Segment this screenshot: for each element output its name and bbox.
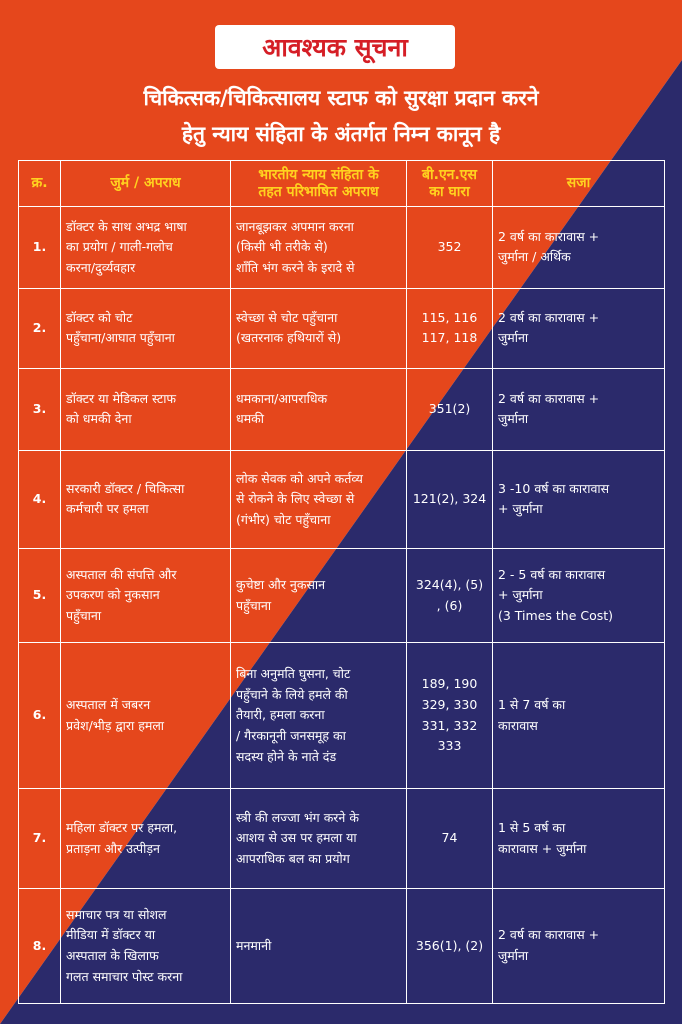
bns-section-cell xyxy=(407,889,493,1004)
table-header-row xyxy=(19,161,665,207)
bns-section-line: 115, 116 xyxy=(421,309,478,325)
table-row xyxy=(19,368,665,450)
defined-offence-line: पहुँचाना xyxy=(236,597,272,613)
defined-offence-line: कुचेष्टा और नुकसान xyxy=(236,577,326,593)
crime-cell xyxy=(61,549,231,643)
punishment-line: 2 वर्ष का कारावास + xyxy=(498,927,600,943)
defined-offence-line: मनमानी xyxy=(236,937,272,953)
defined-offence-line: से रोकने के लिए स्वेच्छा से xyxy=(236,491,355,507)
table-row xyxy=(19,549,665,643)
bns-section-cell xyxy=(407,288,493,368)
crime-cell xyxy=(61,889,231,1004)
crime-line: डॉक्टर या मेडिकल स्टाफ xyxy=(66,390,177,406)
defined-offence-line: स्त्री की लज्जा भंग करने के xyxy=(236,809,359,825)
crime-line: डॉक्टर के साथ अभद्र भाषा xyxy=(66,218,187,234)
defined-offence-cell xyxy=(231,788,407,888)
crime-line: को धमकी देना xyxy=(66,411,132,427)
punishment-line: 2 वर्ष का कारावास + xyxy=(498,309,600,325)
defined-offence-line: (खतरनाक हथियारों से) xyxy=(236,330,342,346)
punishment-cell xyxy=(493,788,665,888)
defined-offence-line: आपराधिक बल का प्रयोग xyxy=(236,850,350,866)
defined-offence-line: बिना अनुमति घुसना, चोट xyxy=(236,666,351,682)
defined-offence-line: शाँति भंग करने के इरादे से xyxy=(236,259,355,275)
crime-cell xyxy=(61,288,231,368)
punishment-line: जुर्माना xyxy=(498,948,529,964)
punishment-line: कारावास + जुर्माना xyxy=(498,840,587,856)
bns-section-line: 333 xyxy=(437,738,462,754)
table-row xyxy=(19,788,665,888)
bns-section-line: 331, 332 xyxy=(421,717,478,733)
crime-line: प्रवेश/भीड़ द्वारा हमला xyxy=(66,717,165,733)
bns-section-cell xyxy=(407,450,493,548)
table-row xyxy=(19,207,665,289)
bns-section-line: 351(2) xyxy=(428,401,471,416)
punishment-line: 3 -10 वर्ष का कारावास xyxy=(498,480,610,496)
defined-offence-line: सदस्य होने के नाते दंड xyxy=(236,748,337,764)
defined-offence-line: आशय से उस पर हमला या xyxy=(236,830,357,846)
defined-offence-line: जानबूझकर अपमान करना xyxy=(236,218,354,234)
crime-line: डॉक्टर को चोट xyxy=(66,309,133,325)
crime-line: महिला डॉक्टर पर हमला, xyxy=(66,819,178,835)
crime-line: गलत समाचार पोस्ट करना xyxy=(66,968,183,984)
bns-section-line: 329, 330 xyxy=(421,696,478,712)
crime-cell xyxy=(61,450,231,548)
table-row xyxy=(19,889,665,1004)
crime-line: अस्पताल की संपत्ति और xyxy=(66,566,177,582)
serial-cell: 6. xyxy=(19,643,61,788)
defined-offence-cell xyxy=(231,288,407,368)
crime-line: अस्पताल में जबरन xyxy=(66,696,151,712)
defined-offence-cell xyxy=(231,643,407,788)
bns-section-line: , (6) xyxy=(436,597,463,613)
bns-section-line: 324(4), (5) xyxy=(415,577,484,593)
crime-line: करना/दुर्व्यवहार xyxy=(66,259,136,275)
defined-offence-cell xyxy=(231,549,407,643)
table-row xyxy=(19,450,665,548)
serial-cell: 3. xyxy=(19,368,61,450)
page-title: आवश्यक सूचना xyxy=(262,33,408,62)
punishment-line: + जुर्माना xyxy=(498,501,543,517)
bns-section-cell xyxy=(407,549,493,643)
crime-line: प्रताड़ना और उत्पीड़न xyxy=(66,840,160,856)
defined-offence-line: पहुँचाने के लिये हमले की xyxy=(236,686,348,702)
punishment-cell xyxy=(493,368,665,450)
punishment-cell xyxy=(493,207,665,289)
defined-offence-line: / गैरकानूनी जनसमूह का xyxy=(236,727,346,743)
serial-cell: 1. xyxy=(19,207,61,289)
defined-offence-line: स्वेच्छा से चोट पहुँचाना xyxy=(236,309,338,325)
crime-cell xyxy=(61,207,231,289)
crime-cell xyxy=(61,368,231,450)
defined-offence-line: धमकाना/आपराधिक xyxy=(236,390,328,406)
punishment-line: जुर्माना xyxy=(498,330,529,346)
header-section-line: का घारा xyxy=(429,183,470,200)
serial-cell: 7. xyxy=(19,788,61,888)
punishment-line: (3 Times the Cost) xyxy=(498,608,614,624)
bns-section-line: 189, 190 xyxy=(421,676,478,692)
punishment-line: 1 से 5 वर्ष का xyxy=(498,819,566,835)
defined-offence-line: लोक सेवक को अपने कर्तव्य xyxy=(236,470,363,486)
crime-line: सरकारी डॉक्टर / चिकित्सा xyxy=(66,480,185,496)
laws-table xyxy=(18,160,665,1004)
header-serial: क्र. xyxy=(19,161,61,207)
defined-offence-cell xyxy=(231,889,407,1004)
punishment-cell xyxy=(493,549,665,643)
bns-section-line: 121(2), 324 xyxy=(412,491,487,507)
crime-line: मीडिया में डॉक्टर या xyxy=(66,927,156,943)
punishment-line: 1 से 7 वर्ष का xyxy=(498,696,566,712)
header-section-line: बी.एन.एस xyxy=(422,166,477,183)
bns-section-cell xyxy=(407,643,493,788)
serial-cell: 4. xyxy=(19,450,61,548)
heading-line-1: चिकित्सक/चिकित्सालय स्टाफ को सुरक्षा प्रदान करने xyxy=(143,86,539,110)
header-defined-line: भारतीय न्याय संहिता के xyxy=(258,166,379,183)
table-row xyxy=(19,643,665,788)
heading-line-2: हेतु न्याय संहिता के अंतर्गत निम्न कानून है xyxy=(181,122,501,146)
crime-line: उपकरण को नुकसान xyxy=(66,587,160,603)
punishment-line: जुर्माना / अर्थिक xyxy=(498,249,571,265)
bns-section-cell xyxy=(407,788,493,888)
serial-cell: 5. xyxy=(19,549,61,643)
header-defined-offence xyxy=(231,161,407,207)
crime-line: समाचार पत्र या सोशल xyxy=(66,906,167,922)
punishment-cell xyxy=(493,643,665,788)
bns-section-cell xyxy=(407,207,493,289)
header-bns-section xyxy=(407,161,493,207)
crime-cell xyxy=(61,788,231,888)
serial-cell: 2. xyxy=(19,288,61,368)
punishment-cell xyxy=(493,288,665,368)
crime-line: पहुँचाना xyxy=(66,608,102,624)
punishment-cell xyxy=(493,450,665,548)
punishment-line: 2 वर्ष का कारावास + xyxy=(498,228,600,244)
punishment-line: कारावास xyxy=(498,717,538,733)
crime-line: अस्पताल के खिलाफ xyxy=(66,948,159,964)
bns-section-line: 356(1), (2) xyxy=(415,937,484,953)
defined-offence-line: धमकी xyxy=(236,411,265,427)
crime-line: पहुँचाना/आघात पहुँचाना xyxy=(66,330,175,346)
header-punishment: सजा xyxy=(493,161,665,207)
defined-offence-line: (किसी भी तरीके से) xyxy=(236,239,328,255)
defined-offence-line: (गंभीर) चोट पहुँचाना xyxy=(236,511,331,527)
punishment-line: जुर्माना xyxy=(498,411,529,427)
serial-cell: 8. xyxy=(19,889,61,1004)
punishment-cell xyxy=(493,889,665,1004)
bns-section-line: 74 xyxy=(441,830,458,846)
header-crime: जुर्म / अपराध xyxy=(61,161,231,207)
punishment-line: + जुर्माना xyxy=(498,587,543,603)
title-banner xyxy=(215,25,455,69)
defined-offence-cell xyxy=(231,450,407,548)
bns-section-line: 352 xyxy=(437,239,462,255)
punishment-line: 2 - 5 वर्ष का कारावास xyxy=(498,566,606,582)
bns-section-cell xyxy=(407,368,493,450)
defined-offence-line: तैयारी, हमला करना xyxy=(236,707,325,723)
crime-line: का प्रयोग / गाली-गलोच xyxy=(66,239,173,255)
punishment-line: 2 वर्ष का कारावास + xyxy=(498,390,600,406)
crime-line: कर्मचारी पर हमला xyxy=(66,501,149,517)
table-row xyxy=(19,288,665,368)
defined-offence-cell xyxy=(231,368,407,450)
crime-cell xyxy=(61,643,231,788)
defined-offence-cell xyxy=(231,207,407,289)
header-defined-line: तहत परिभाषित अपराध xyxy=(258,183,379,200)
bns-section-line: 117, 118 xyxy=(421,330,478,346)
